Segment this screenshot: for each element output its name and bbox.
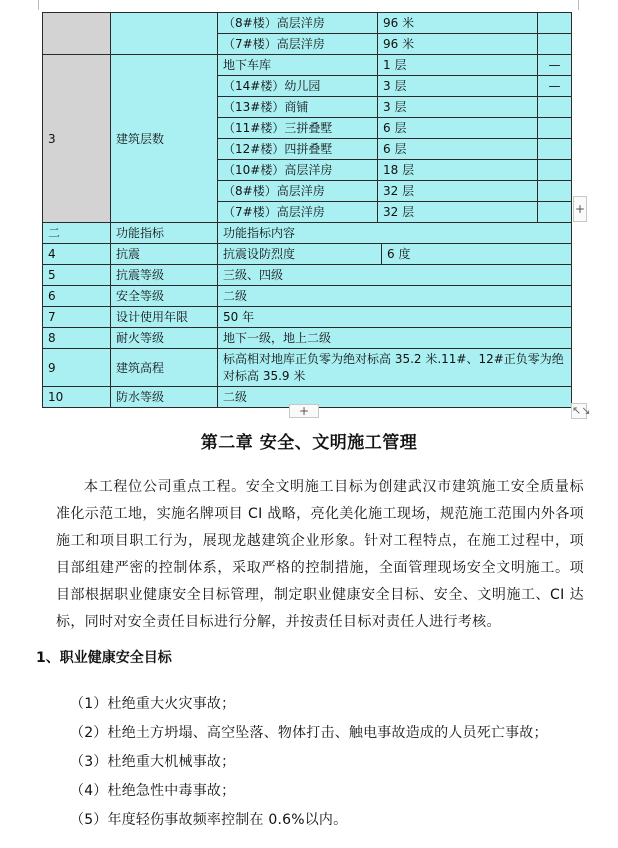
table-cell-no — [43, 13, 111, 55]
table-cell-value: 18 层 — [378, 160, 538, 181]
table-cell-value: 96 米 — [378, 34, 538, 55]
section-heading: 1、职业健康安全目标 — [36, 650, 172, 666]
table-cell-no: 8 — [43, 328, 111, 349]
table-cell-name: （14#楼）幼儿园 — [218, 76, 378, 97]
table-cell-no: 6 — [43, 286, 111, 307]
table-cell-value: 3 层 — [378, 76, 538, 97]
page-corner-mark-left — [38, 0, 39, 10]
table-row — [43, 244, 572, 265]
table-cell-label: 抗震等级 — [111, 265, 218, 286]
table-row — [43, 286, 572, 307]
list-item: （3）杜绝重大机械事故； — [70, 754, 236, 770]
table-cell-no: 7 — [43, 307, 111, 328]
table-row — [43, 13, 572, 34]
list-item: （4）杜绝急性中毒事故； — [70, 783, 236, 799]
table-cell-value: 二级 — [218, 286, 572, 307]
table-row — [43, 223, 572, 244]
table-cell-value: 1 层 — [378, 55, 538, 76]
table-cell-value: 二级 — [218, 387, 572, 408]
table-cell-value: 32 层 — [378, 202, 538, 223]
table-cell-label: 安全等级 — [111, 286, 218, 307]
table-row — [43, 55, 572, 76]
table-cell-extra — [538, 97, 572, 118]
table-cell-sub: 抗震设防烈度 — [218, 244, 382, 265]
table-cell-label — [111, 13, 218, 55]
table-cell-name: （8#楼）高层洋房 — [218, 181, 378, 202]
table-cell-no: 3 — [43, 55, 111, 223]
table-cell-extra: — — [538, 76, 572, 97]
table-cell-name: 地下车库 — [218, 55, 378, 76]
table-cell-name: （7#楼）高层洋房 — [218, 34, 378, 55]
body-paragraph: 本工程位公司重点工程。安全文明施工目标为创建武汉市建筑施工安全质量标准化示范工地，实施名牌项目 CI 战略，亮化美化施工现场，规范施工范围内外各项施工和项目职工行为，展现龙越建筑企业形象。针对工程特点，在施工过程中，项目部组建严密的控制体系，采取严格的控制措施，全面管理现场安全文明施工。项目部根据职业健康安全目标管理，制定职业健康安全目标、安全、文明施工、CI 达标，同时对安全责任目标进行分解，并按责任目标对责任人进行考核。 — [56, 479, 584, 630]
table-cell-value: 50 年 — [218, 307, 572, 328]
table-cell-no: 10 — [43, 387, 111, 408]
table-cell-name: （12#楼）四拼叠墅 — [218, 139, 378, 160]
table-cell-label: 建筑高程 — [111, 349, 218, 387]
table-cell-label: 功能指标 — [111, 223, 218, 244]
table-cell-value: 3 层 — [378, 97, 538, 118]
table-cell-name: （11#楼）三拼叠墅 — [218, 118, 378, 139]
chapter-title: 第二章 安全、文明施工管理 — [200, 433, 418, 453]
table-resize-handle[interactable]: ↖↘ — [572, 404, 591, 417]
table-cell-name: （7#楼）高层洋房 — [218, 202, 378, 223]
table-cell-extra: — — [538, 55, 572, 76]
table-cell-name: （13#楼）商铺 — [218, 97, 378, 118]
table-cell-extra — [538, 202, 572, 223]
add-row-button[interactable]: + — [289, 404, 319, 418]
table-cell-value: 6 层 — [378, 139, 538, 160]
list-item: （1）杜绝重大火灾事故； — [70, 696, 236, 712]
table-cell-no: 9 — [43, 349, 111, 387]
page-corner-mark-right — [578, 0, 579, 10]
table-cell-name: （10#楼）高层洋房 — [218, 160, 378, 181]
table-cell-label: 设计使用年限 — [111, 307, 218, 328]
table-cell-extra — [538, 118, 572, 139]
table-row — [43, 307, 572, 328]
table-cell-value: 32 层 — [378, 181, 538, 202]
table-cell-name: （8#楼）高层洋房 — [218, 13, 378, 34]
building-spec-table — [42, 12, 572, 408]
table-cell-extra — [538, 160, 572, 181]
table-cell-no: 5 — [43, 265, 111, 286]
table-row — [43, 349, 572, 387]
table-cell-value: 6 度 — [382, 244, 572, 265]
table-cell-extra — [538, 139, 572, 160]
table-cell-value: 地下一级，地上二级 — [218, 328, 572, 349]
table-cell-label: 建筑层数 — [111, 55, 218, 223]
table-row — [43, 265, 572, 286]
table-cell-extra — [538, 13, 572, 34]
table-cell-no: 二 — [43, 223, 111, 244]
table-cell-label: 抗震 — [111, 244, 218, 265]
table-cell-value: 功能指标内容 — [218, 223, 572, 244]
table-cell-extra — [538, 34, 572, 55]
table-cell-value: 96 米 — [378, 13, 538, 34]
table-cell-value: 6 层 — [378, 118, 538, 139]
list-item: （2）杜绝土方坍塌、高空坠落、物体打击、触电事故造成的人员死亡事故； — [70, 725, 548, 741]
table-row — [43, 328, 572, 349]
table-cell-value: 三级、四级 — [218, 265, 572, 286]
table-cell-label: 防水等级 — [111, 387, 218, 408]
table-cell-extra — [538, 181, 572, 202]
add-column-button[interactable]: + — [573, 196, 587, 222]
table-cell-no: 4 — [43, 244, 111, 265]
table-cell-label: 耐火等级 — [111, 328, 218, 349]
table-cell-value: 标高相对地库正负零为绝对标高 35.2 米.11#、12#正负零为绝对标高 35.9 米 — [218, 349, 572, 387]
goal-list — [70, 690, 548, 835]
list-item: （5）年度轻伤事故频率控制在 0.6%以内。 — [70, 812, 348, 828]
